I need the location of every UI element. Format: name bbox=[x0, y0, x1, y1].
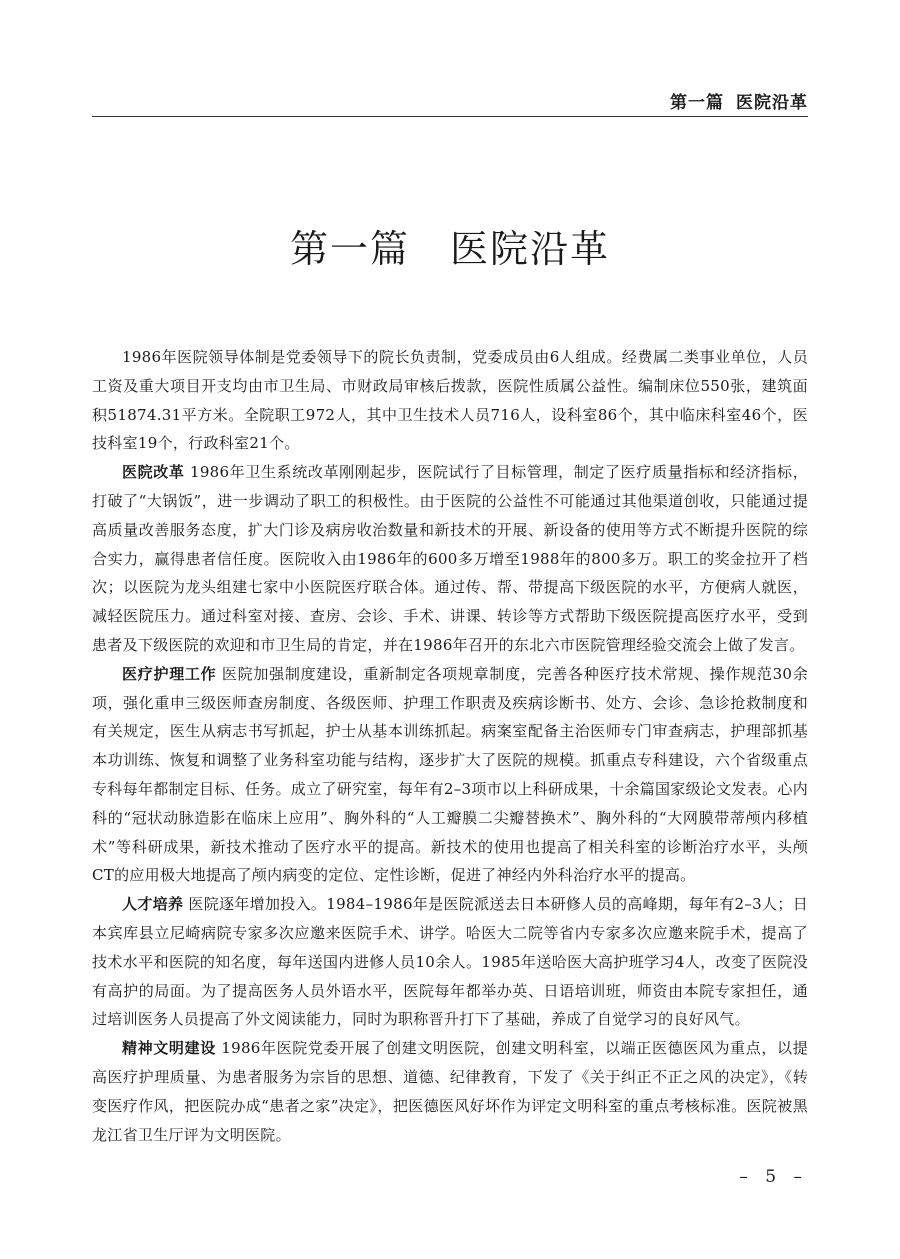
body-text bbox=[92, 343, 808, 1149]
paragraph-text: 1986年医院领导体制是党委领导下的院长负责制，党委成员由6人组成。经费属二类事业单位，人员工资及重大项目开支均由市卫生局、市财政局审核后拨款，医院性质属公益性。编制床位550张，建筑面积51874.31平方米。全院职工972人，其中卫生技术人员716人，设科室86个，其中临床科室46个，医技科室19个，行政科室21个。 bbox=[92, 348, 808, 453]
paragraph-lead: 医院改革 bbox=[122, 463, 185, 482]
part-title-number: 第一篇 bbox=[289, 227, 410, 271]
paragraph-talent-training bbox=[92, 890, 808, 1034]
paragraph-text: 1986年医院党委开展了创建文明医院，创建文明科室，以端正医德医风为重点，以提高医疗护理质量、为患者服务为宗旨的思想、道德、纪律教育，下发了《关于纠正不正之风的决定》，《转变医疗作风，把医院办成“患者之家”决定》，把医德医风好坏作为评定文明科室的重点考核标准。医院被黑龙江省卫生厅评为文明医院。 bbox=[92, 1039, 808, 1144]
header-divider bbox=[92, 116, 808, 117]
paragraph-text: 医院加强制度建设，重新制定各项规章制度，完善各种医疗技术常规、操作规范30余项，强化重申三级医师查房制度、各级医师、护理工作职责及疾病诊断书、处方、会诊、急诊抢救制度和有关规定，医生从病志书写抓起，护士从基本训练抓起。病案室配备主治医师专门审查病志，护理部抓基本功训练、恢复和调整了业务科室功能与结构，逐步扩大了医院的规模。抓重点专科建设，六个省级重点专科每年都制定目标、任务。成立了研究室，每年有2–3项市以上科研成果，十余篇国家级论文发表。心内科的“冠状动脉造影在临床上应用”、胸外科的“人工瓣膜二尖瓣替换术”、胸外科的“大网膜带蒂颅内移植术”等科研成果，新技术推动了医疗水平的提高。新技术的使用也提高了相关科室的诊断治疗水平，头颅CT的应用极大地提高了颅内病变的定位、定性诊断，促进了神经内外科治疗水平的提高。 bbox=[92, 664, 808, 885]
running-header bbox=[670, 88, 808, 113]
paragraph-lead: 人才培养 bbox=[122, 895, 184, 914]
paragraph-civilization bbox=[92, 1034, 808, 1149]
part-title bbox=[0, 218, 900, 273]
running-header-part: 第一篇 bbox=[670, 93, 724, 113]
paragraph-medical-nursing bbox=[92, 660, 808, 890]
page-number: – 5 – bbox=[739, 1167, 808, 1187]
paragraph-hospital-reform bbox=[92, 458, 808, 660]
running-header-title: 医院沿革 bbox=[736, 93, 808, 113]
paragraph-lead: 医疗护理工作 bbox=[122, 664, 217, 683]
part-title-text: 医院沿革 bbox=[450, 227, 611, 271]
paragraph-text: 1986年卫生系统改革刚刚起步，医院试行了目标管理，制定了医疗质量指标和经济指标，打破了“大锅饭”，进一步调动了职工的积极性。由于医院的公益性不可能通过其他渠道创收，只能通过提高质量改善服务态度，扩大门诊及病房收治数量和新技术的开展、新设备的使用等方式不断提升医院的综合实力，赢得患者信任度。医院收入由1986年的600多万增至1988年的800多万。职工的奖金拉开了档次；以医院为龙头组建七家中小医院医疗联合体。通过传、帮、带提高下级医院的水平，方便病人就医，减轻医院压力。通过科室对接、查房、会诊、手术、讲课、转诊等方式帮助下级医院提高医疗水平，受到患者及下级医院的欢迎和市卫生局的肯定，并在1986年召开的东北六市医院管理经验交流会上做了发言。 bbox=[92, 463, 809, 654]
paragraph-overview bbox=[92, 343, 808, 458]
paragraph-lead: 精神文明建设 bbox=[122, 1039, 216, 1058]
paragraph-text: 医院逐年增加投入。1984–1986年是医院派送去日本研修人员的高峰期，每年有2–3人；日本宾库县立尼崎病院专家多次应邀来医院手术、讲学。哈医大二院等省内专家多次应邀来院手术，提高了技术水平和医院的知名度，每年送国内进修人员10余人。1985年送哈医大高护班学习4人，改变了医院没有高护的局面。为了提高医务人员外语水平，医院每年都举办英、日语培训班，师资由本院专家担任，通过培训医务人员提高了外文阅读能力，同时为职称晋升打下了基础，养成了自觉学习的良好风气。 bbox=[92, 895, 808, 1029]
